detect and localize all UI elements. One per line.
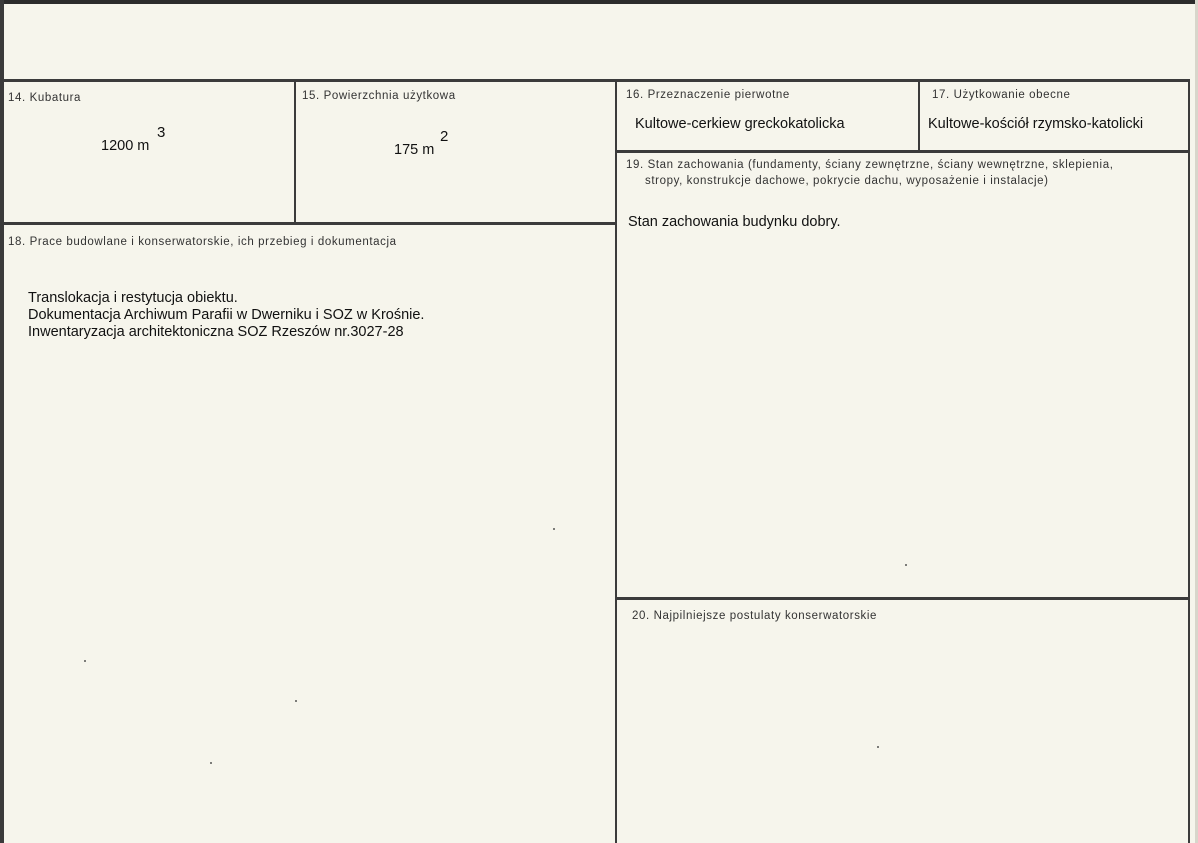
powierzchnia-unit-exponent: 2 (440, 128, 449, 145)
stan-value: Stan zachowania budynku dobry. (628, 214, 841, 230)
uzytkowanie-value: Kultowe-kościół rzymsko-katolicki (928, 116, 1144, 132)
rule-upper-right (617, 150, 1190, 153)
kubatura-unit-exponent: 3 (157, 124, 166, 141)
kubatura-value: 1200 m (101, 138, 150, 154)
paper-speck (877, 746, 879, 748)
paper-speck (553, 528, 555, 530)
prace-label: 18. Prace budowlane i konserwatorskie, ich przebieg i dokumentacja (8, 236, 397, 248)
postulaty-label: 20. Najpilniejsze postulaty konserwatorskie (632, 610, 878, 622)
powierzchnia-label: 15. Powierzchnia użytkowa (302, 90, 456, 102)
stan-label-line2: stropy, konstrukcje dachowe, pokrycie dachu, wyposażenie i instalacje) (645, 175, 1049, 187)
kubatura-label: 14. Kubatura (8, 92, 82, 104)
divider-right-border (1188, 80, 1190, 843)
paper-speck (210, 762, 212, 764)
paper-speck (84, 660, 86, 662)
divider-main (615, 80, 617, 843)
card-top-edge (0, 0, 1198, 4)
card-left-edge (0, 0, 4, 843)
przeznaczenie-value: Kultowe-cerkiew greckokatolicka (635, 116, 845, 132)
stan-label-line1: 19. Stan zachowania (fundamenty, ściany zewnętrzne, ściany wewnętrzne, sklepienia, (626, 159, 1114, 171)
prace-line-1: Translokacja i restytucja obiektu. (28, 290, 238, 306)
divider-16-17 (918, 80, 920, 151)
prace-line-3: Inwentaryzacja architektoniczna SOZ Rzeszów nr.3027-28 (28, 324, 404, 340)
paper-speck (295, 700, 297, 702)
rule-lower-right (617, 597, 1190, 600)
powierzchnia-value: 175 m (394, 142, 435, 158)
paper-speck (905, 564, 907, 566)
rule-top (4, 79, 1190, 82)
divider-14-15 (294, 80, 296, 223)
prace-line-2: Dokumentacja Archiwum Parafii w Dwerniku i SOZ w Krośnie. (28, 307, 425, 323)
przeznaczenie-label: 16. Przeznaczenie pierwotne (626, 89, 790, 101)
uzytkowanie-label: 17. Użytkowanie obecne (932, 89, 1071, 101)
rule-upper-left (4, 222, 616, 225)
